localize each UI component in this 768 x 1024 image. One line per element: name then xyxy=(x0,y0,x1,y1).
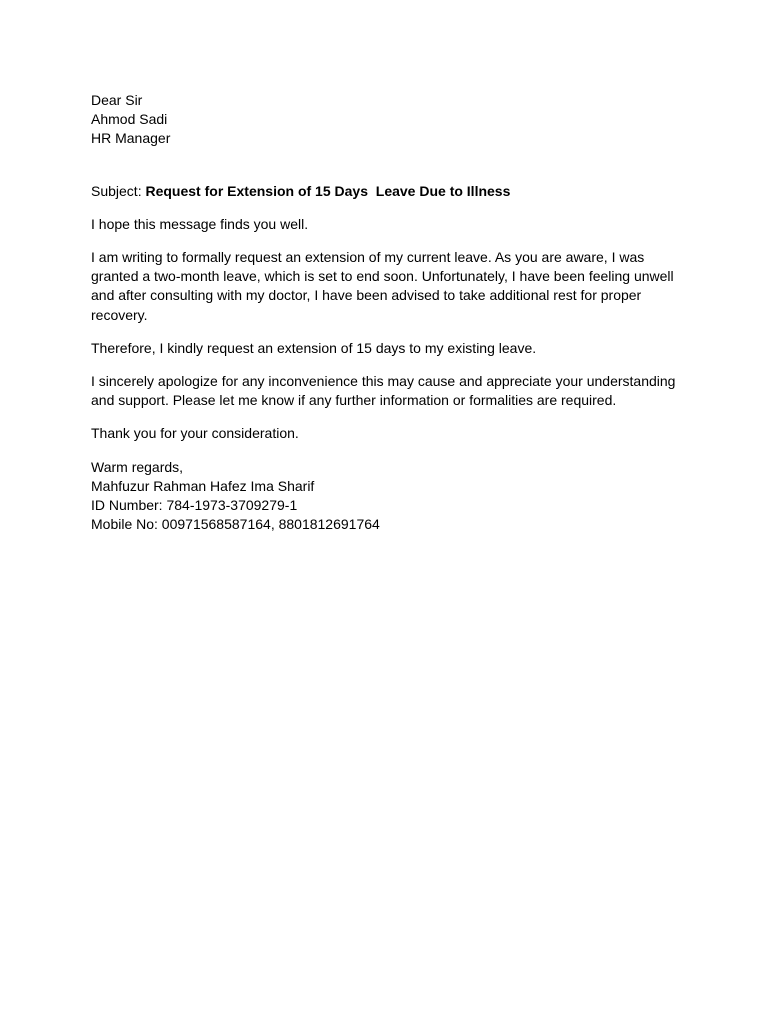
letter-body xyxy=(91,91,681,534)
greeting-paragraph xyxy=(91,215,681,234)
subject-label: Subject: xyxy=(91,182,142,199)
closing: Warm regards, xyxy=(91,458,184,475)
mobile-number: Mobile No: 00971568587164, 8801812691764 xyxy=(91,516,380,533)
greeting-text: I hope this message finds you well. xyxy=(91,215,309,232)
subject-text: Request for Extension of 15 Days Leave Due to Illness xyxy=(145,182,511,199)
request-line-1: I am writing to formally request an extension of my current leave. As you are aware, I was xyxy=(91,249,645,266)
salutation: Dear Sir xyxy=(91,92,143,108)
recipient-name: Ahmod Sadi xyxy=(91,111,168,128)
apology-line-1: I sincerely apologize for any inconvenience this may cause and appreciate your understanding xyxy=(91,373,676,390)
extension-paragraph xyxy=(91,339,681,358)
id-number: ID Number: 784-1973-3709279-1 xyxy=(91,497,298,514)
apology-paragraph xyxy=(91,372,681,410)
extension-text: Therefore, I kindly request an extension of 15 days to my existing leave. xyxy=(91,339,537,356)
request-line-2: granted a two-month leave, which is set to end soon. Unfortunately, I have been feeling unwell xyxy=(91,268,674,285)
recipient-title: HR Manager xyxy=(91,130,171,147)
subject-line xyxy=(91,182,681,201)
recipient-block xyxy=(91,91,681,149)
apology-line-2: and support. Please let me know if any further information or formalities are required. xyxy=(91,392,617,409)
request-paragraph xyxy=(91,248,681,325)
sender-name: Mahfuzur Rahman Hafez Ima Sharif xyxy=(91,477,315,494)
thanks-paragraph xyxy=(91,424,681,443)
request-line-3: and after consulting with my doctor, I have been advised to take additional rest for proper xyxy=(91,287,642,304)
signature-block xyxy=(91,458,681,535)
request-line-4: recovery. xyxy=(91,306,148,323)
thanks-text: Thank you for your consideration. xyxy=(91,425,299,442)
